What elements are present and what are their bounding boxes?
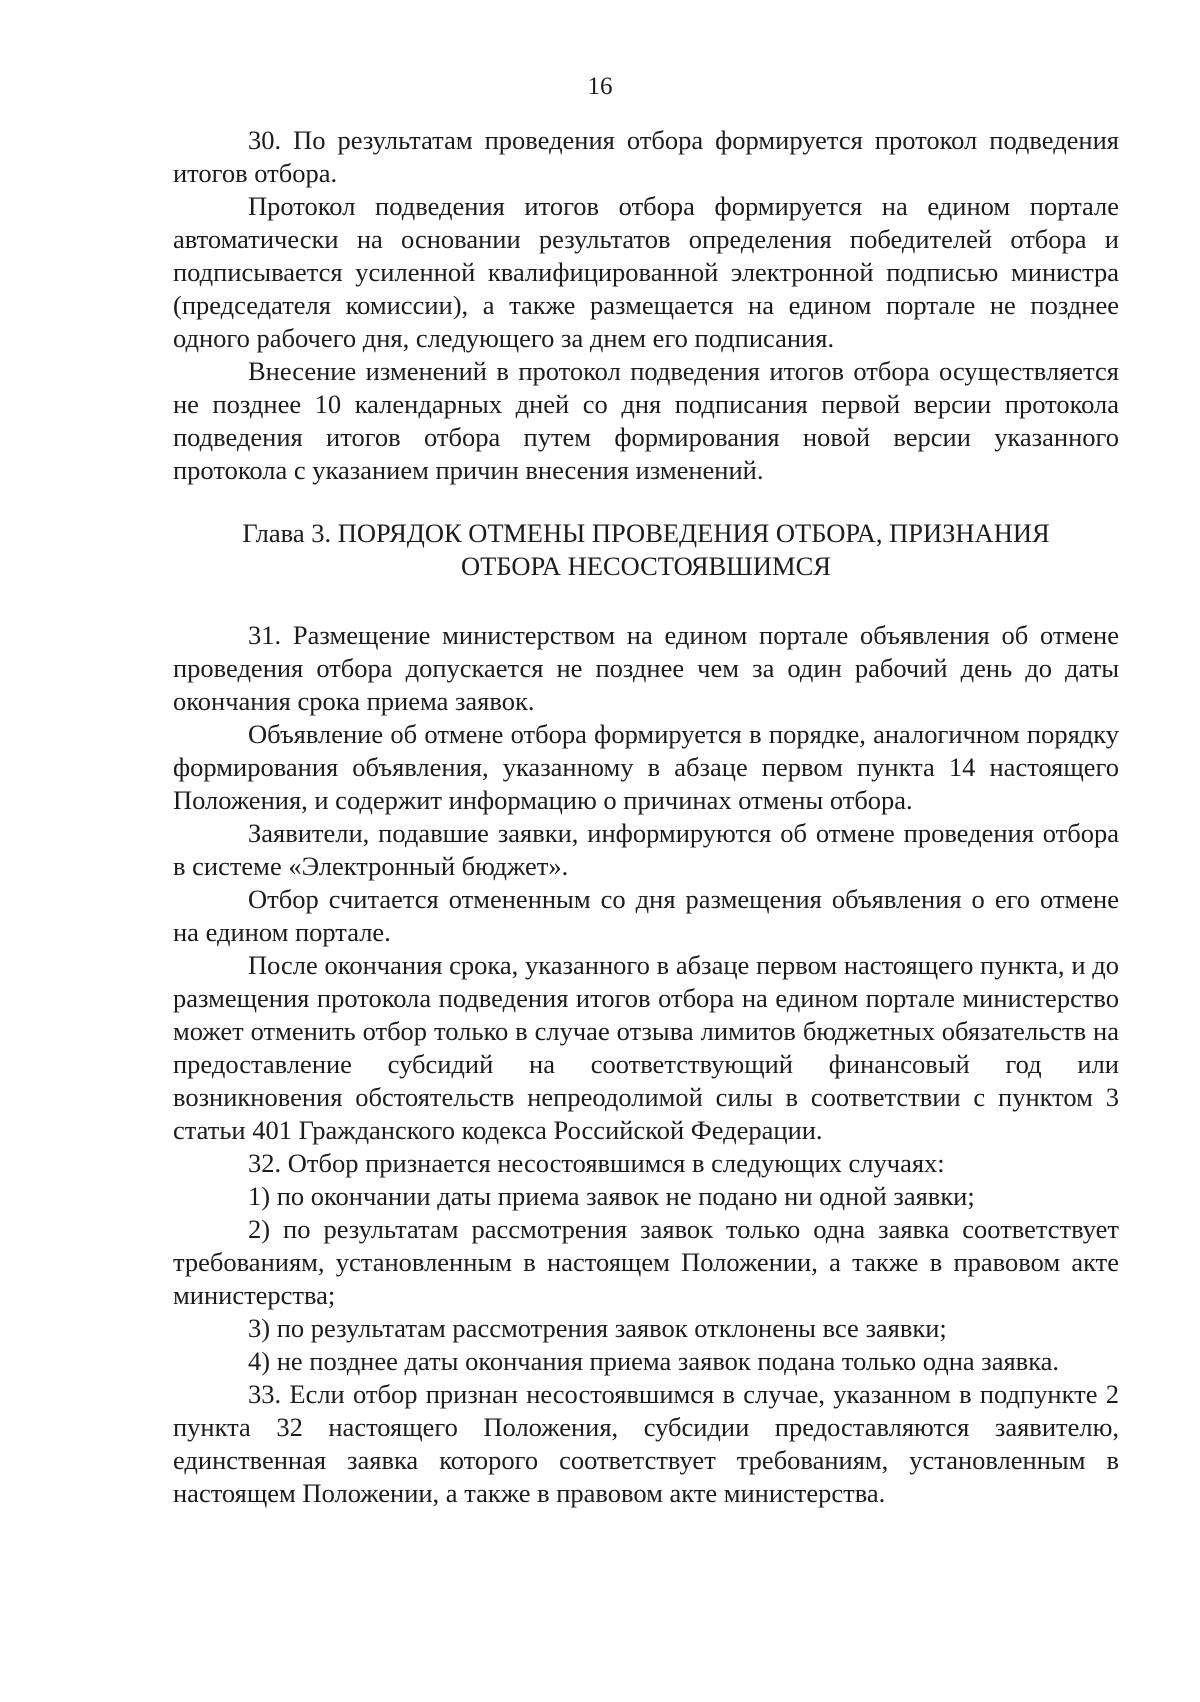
list-item-4: 4) не позднее даты окончания приема заявок подана только одна заявка.: [248, 1346, 1060, 1376]
paragraph-applicants-informed: Заявители, подавшие заявки, информируются об отмене проведения отбора в системе «Электронный бюджет».: [173, 818, 1119, 881]
list-item-2: 2) по результатам рассмотрения заявок только одна заявка соответствует требованиям, установленным в настоящем Положении, а также в правовом акте министерства;: [173, 1214, 1119, 1310]
list-item-1: 1) по окончании даты приема заявок не подано ни одной заявки;: [248, 1181, 975, 1211]
paragraph-cancel-date: Отбор считается отмененным со дня размещения объявления о его отмене на едином портале.: [173, 884, 1119, 947]
chapter-heading: [173, 517, 1119, 583]
paragraph-protocol-formation: Протокол подведения итогов отбора формируется на едином портале автоматически на основании результатов определения победителей отбора и подписывается усиленной квалифицированной электронной подписью министра (председателя комиссии), а также размещается на едином портале не позднее одного рабочего дня, следующего за днем его подписания.: [173, 191, 1119, 353]
paragraph-31: 31. Размещение министерством на едином портале объявления об отмене проведения отбора допускается не позднее чем за один рабочий день до даты окончания срока приема заявок.: [173, 620, 1119, 716]
paragraph-cancel-conditions: После окончания срока, указанного в абзаце первом настоящего пункта, и до размещения протокола подведения итогов отбора на едином портале министерство может отменить отбор только в случае отзыва лимитов бюджетных обязательств на предоставление субсидий на соответствующий финансовый год или возникновения обстоятельств непреодолимой силы в соответствии с пунктом 3 статьи 401 Гражданского кодекса Российской Федерации.: [173, 950, 1119, 1145]
chapter-heading-line-2: ОТБОРА НЕСОСТОЯВШИМСЯ: [461, 551, 831, 581]
document-body: [173, 124, 1119, 1510]
paragraph-30: 30. По результатам проведения отбора формируется протокол подведения итогов отбора.: [173, 125, 1119, 188]
paragraph-32: 32. Отбор признается несостоявшимся в следующих случаях:: [248, 1148, 945, 1178]
paragraph-33: 33. Если отбор признан несостоявшимся в случае, указанном в подпункте 2 пункта 32 настоящего Положения, субсидии предоставляются заявителю, единственная заявка которого соответствует требованиям, установленным в настоящем Положении, а также в правовом акте министерства.: [173, 1379, 1119, 1508]
page-number: 16: [587, 73, 613, 100]
chapter-heading-line-1: Глава 3. ПОРЯДОК ОТМЕНЫ ПРОВЕДЕНИЯ ОТБОРА, ПРИЗНАНИЯ: [242, 518, 1050, 548]
list-item-3: 3) по результатам рассмотрения заявок отклонены все заявки;: [248, 1313, 947, 1343]
paragraph-protocol-changes: Внесение изменений в протокол подведения итогов отбора осуществляется не позднее 10 календарных дней со дня подписания первой версии протокола подведения итогов отбора путем формирования новой версии указанного протокола с указанием причин внесения изменений.: [173, 356, 1119, 485]
paragraph-cancel-announcement: Объявление об отмене отбора формируется в порядке, аналогичном порядку формирования объявления, указанному в абзаце первом пункта 14 настоящего Положения, и содержит информацию о причинах отмены отбора.: [173, 719, 1119, 815]
